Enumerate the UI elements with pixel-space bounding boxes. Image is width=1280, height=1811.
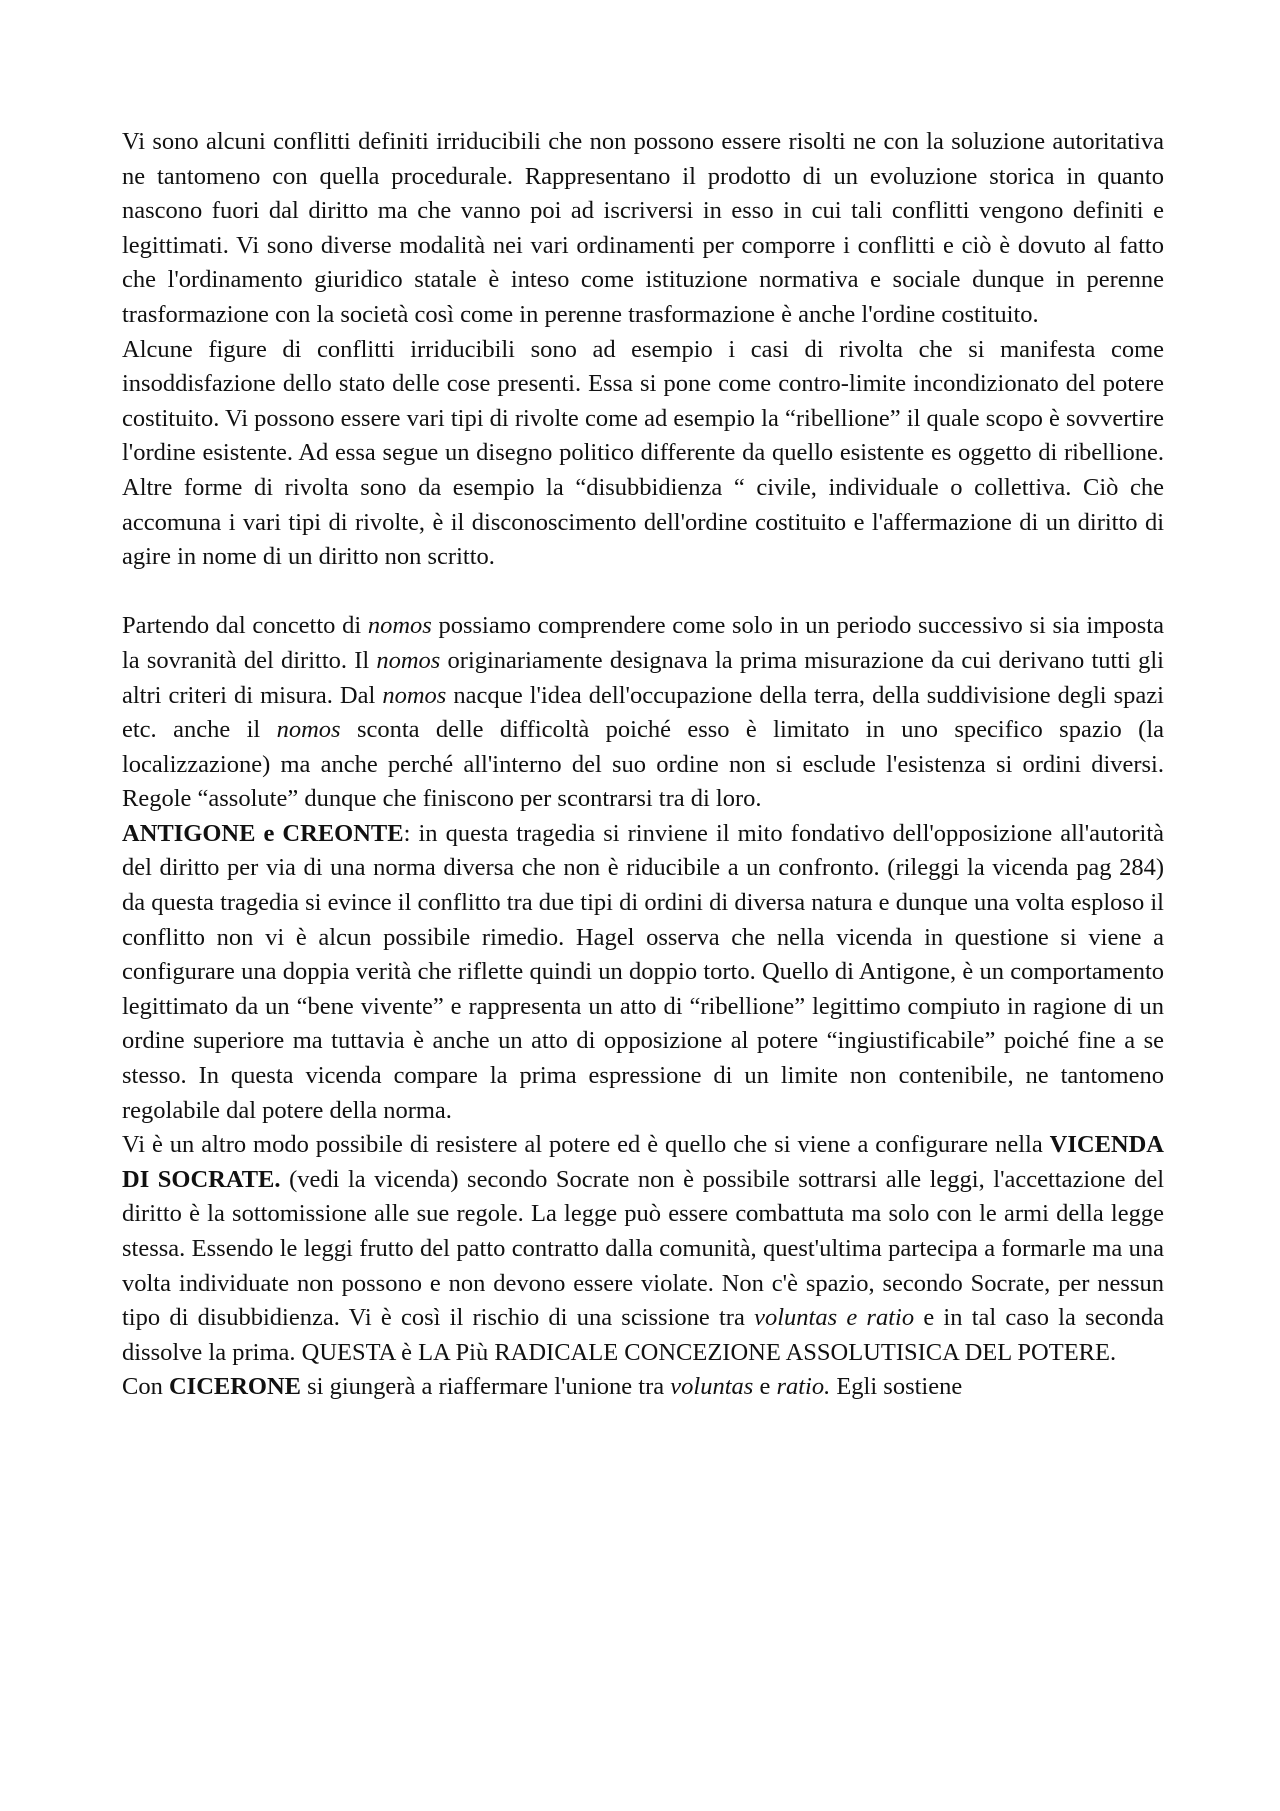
text-run: (vedi la vicenda) secondo Socrate non è possibile sottrarsi alle leggi, l'accettazione del diritto è la sottomissione alle sue regole. La legge può essere combattuta ma solo con le armi della legge stessa. Essendo le leggi frutto del patto contratto dalla comunità, quest'ultima partecipa a formarle ma una volta individuate non possono e non devono essere violate. Non c'è spazio, secondo Socrate, per nessun tipo di disubbidienza. Vi è così il rischio di una scissione tra [122,1165,1164,1332]
paragraph-revolt [122,333,1164,575]
paragraph-irreducible-conflicts [122,125,1164,333]
paragraph-cicerone [122,1370,1164,1405]
italic-term: nomos [276,716,341,744]
text-run: e [753,1373,777,1401]
text-run: Con [122,1373,169,1401]
bold-heading-socrate: VICENDA DI SOCRATE. [122,1131,1164,1193]
italic-term: nomos [376,646,441,674]
italic-term: nomos [382,681,447,709]
text-run: : in questa tragedia si rinviene il mito fondativo dell'opposizione all'autorità del diritto per via di una norma diversa che non è riducibile a un confronto. (rileggi la vicenda pag 284) da questa tragedia si evince il conflitto tra due tipi di ordini di diversa natura e dunque una volta esploso il conflitto non vi è alcun possibile rimedio. Hagel osserva che nella vicenda in questione si viene a configurare una doppia verità che riflette quindi un doppio torto. Quello di Antigone, è un comportamento legittimato da un “bene vivente” e rappresenta un atto di “ribellione” legittimo compiuto in ragione di un ordine superiore ma tuttavia è anche un atto di opposizione al potere “ingiustificabile” poiché fine a se stesso. In questa vicenda compare la prima espressione di un limite non contenibile, ne tantomeno regolabile dal potere della norma. [122,819,1164,1124]
paragraph-nomos [122,609,1164,817]
paragraph-text: Vi sono alcuni conflitti definiti irriducibili che non possono essere risolti ne con la soluzione autoritativa ne tantomeno con quella procedurale. Rappresentano il prodotto di un evoluzione storica in quanto nascono fuori dal diritto ma che vanno poi ad iscriversi in esso in cui tali conflitti vengono definiti e legittimati. Vi sono diverse modalità nei vari ordinamenti per comporre i conflitti e ciò è dovuto al fatto che l'ordinamento giuridico statale è inteso come istituzione normativa e sociale dunque in perenne trasformazione con la società così come in perenne trasformazione è anche l'ordine costituito. [122,128,1164,328]
bold-heading-cicerone: CICERONE [168,1373,302,1401]
italic-term: voluntas e ratio [754,1304,915,1332]
text-run: nacque l'idea dell'occupazione della terra, della suddivisione degli spazi etc. anche il [122,681,1164,744]
paragraph-spacer [122,575,1164,610]
italic-term: nomos [367,612,432,640]
paragraph-socrate [122,1128,1164,1370]
text-run: originariamente designava la prima misurazione da cui derivano tutti gli altri criteri di misura. Dal [122,646,1164,709]
text-run: Vi è un altro modo possibile di resistere al potere ed è quello che si viene a configurare nella [122,1131,1050,1159]
text-run: Partendo dal concetto di [122,612,368,640]
paragraph-antigone [122,817,1164,1128]
text-run: Egli sostiene [830,1373,963,1401]
bold-heading-antigone-creonte: ANTIGONE e CREONTE [122,819,404,847]
text-run: e in tal caso la seconda dissolve la prima. QUESTA è LA Più RADICALE CONCEZIONE ASSOLUTISICA DEL POTERE. [122,1304,1165,1366]
italic-term: ratio. [776,1373,831,1401]
text-run: possiamo comprendere come solo in un periodo successivo si sia imposta la sovranità del diritto. Il [122,612,1164,674]
paragraph-text: Alcune figure di conflitti irriducibili sono ad esempio i casi di rivolta che si manifesta come insoddisfazione dello stato delle cose presenti. Essa si pone come contro-limite incondizionato del potere costituito. Vi possono essere vari tipi di rivolte come ad esempio la “ribellione” il quale scopo è sovvertire l'ordine esistente. Ad essa segue un disegno politico differente da quello esistente es oggetto di ribellione. Altre forme di rivolta sono da esempio la “disubbidienza “ civile, individuale o collettiva. Ciò che accomuna i vari tipi di rivolte, è il disconoscimento dell'ordine costituito e l'affermazione di un diritto di agire in nome di un diritto non scritto. [122,335,1164,571]
italic-term: voluntas [670,1373,754,1401]
text-run: si giungerà a riaffermare l'unione tra [301,1373,671,1401]
text-run: sconta delle difficoltà poiché esso è limitato in uno specifico spazio (la localizzazione) ma anche perché all'interno del suo ordine non si esclude l'esistenza si ordini diversi. Regole “assolute” dunque che finiscono per scontrarsi tra di loro. [122,716,1164,813]
